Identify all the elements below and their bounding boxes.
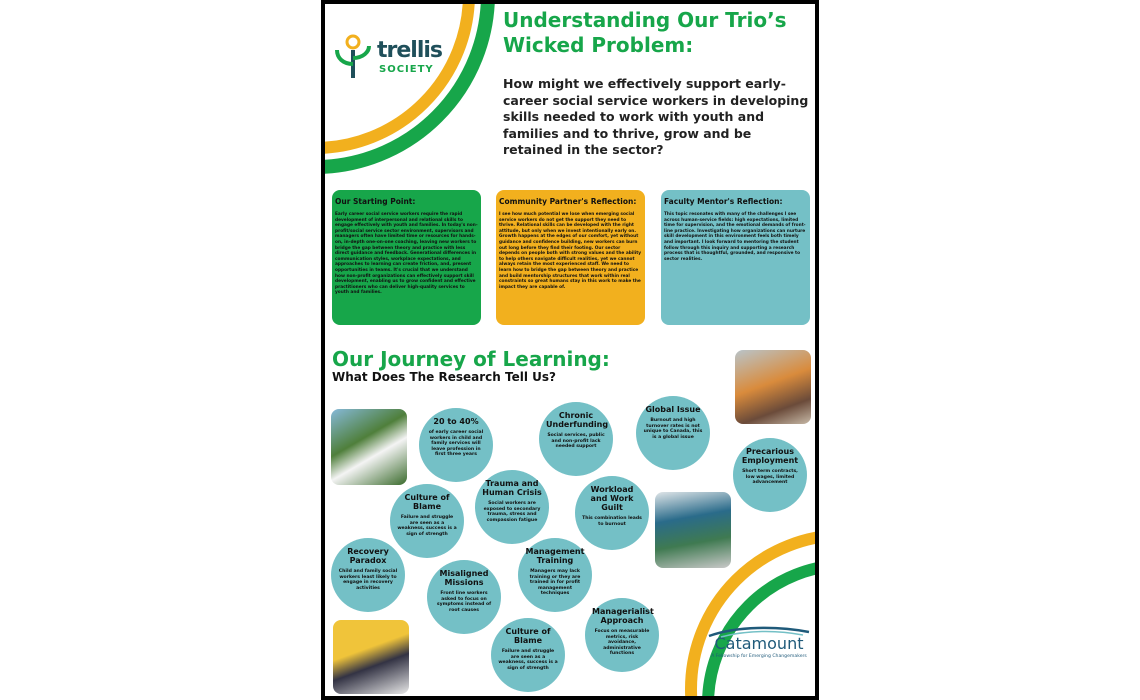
- circle-text: Focus on measurable metrics, risk avoidance, administrative functions: [594, 629, 650, 657]
- circle-title: Managerialist Approach: [592, 607, 654, 625]
- circle-text: This combination leads to burnout: [582, 516, 642, 527]
- circle-title: Chronic Underfunding: [546, 411, 609, 429]
- box-title: Community Partner's Reflection:: [499, 197, 637, 206]
- starting-point-box: [332, 190, 481, 325]
- circle-text: Child and family social workers least likely to engage in recovery activities: [338, 569, 398, 591]
- journey-title: Our Journey of Learning:: [332, 347, 610, 371]
- title-line-1: Understanding Our Trio’s: [503, 8, 787, 32]
- circle-text: Front line workers asked to focus on symptoms instead of root causes: [436, 591, 492, 613]
- research-circle: [539, 402, 613, 476]
- photo-trellis-staff: [655, 492, 731, 568]
- logo-subtitle: SOCIETY: [379, 64, 434, 75]
- title-line-2: Wicked Problem:: [503, 33, 694, 57]
- circle-text: Social workers are exposed to secondary trauma, stress and compassion fatigue: [483, 501, 541, 523]
- catamount-tagline: A Fellowship for Emerging Changemakers: [711, 654, 807, 659]
- trellis-society-logo: [333, 34, 441, 84]
- research-circle: [575, 476, 649, 550]
- circle-title: Recovery Paradox: [347, 547, 389, 565]
- circle-title: 20 to 40%: [433, 417, 479, 426]
- poster: [321, 0, 819, 700]
- research-circle: [390, 484, 464, 558]
- photo-group-table: [333, 620, 409, 694]
- circle-text: Burnout and high turnover rates is not unique to Canada, this is a global issue: [643, 418, 703, 440]
- circle-text: Failure and struggle are seen as a weakness, success is a sign of strength: [498, 649, 558, 671]
- logo-wordmark: trellis: [377, 38, 443, 63]
- research-circle: [636, 396, 710, 470]
- research-circle: [427, 560, 501, 634]
- research-circle: [733, 438, 807, 512]
- page-title: [503, 8, 813, 58]
- circle-text: Failure and struggle are seen as a weakness, success is a sign of strength: [397, 515, 457, 537]
- circle-title: Precarious Employment: [741, 447, 799, 465]
- box-text: I see how much potential we lose when emerging social service workers do not get the support they need to thrive. Relational skills can be developed with the right attitude, but only when we invest intentionally early on. Growth happens at the edges of our comfort, yet without guidance and confidence building, new workers can burn out long before they find their footing. Our sector depends on people both with strong values and the ability to help others navigate difficult realities, yet we cannot always retain the most experienced staff. We need to learn how to bridge the gap between theory and practice and build mentorship structures that work within real constraints so great humans stay in this work to make the impact they are capable of.: [499, 212, 642, 290]
- box-title: Faculty Mentor's Reflection:: [664, 197, 783, 206]
- research-circle: [518, 538, 592, 612]
- community-partner-box: [496, 190, 645, 325]
- catamount-name: Catamount: [714, 634, 804, 653]
- box-text: This topic resonates with many of the challenges I see across human-service fields: high expectations, limited time for supervision, and the emotional demands of front-line practice. Investigating how organizations can nurture skill development in this environment feels both timely and important. I look forward to mentoring the student follow through this inquiry and supporting a research process that is thoughtful, grounded, and responsive to sector realities.: [664, 212, 806, 262]
- circle-title: Culture of Blame: [505, 627, 551, 645]
- circle-text: Managers may lack training or they are trained in for profit management techniques: [529, 569, 581, 597]
- box-text: Early career social service workers require the rapid development of interpersonal and relational skills to engage effectively with youth and families. In today's non-profit/social service sector environment, supervisors and managers often have limited time or resources for hands-on, in-depth one-on-one coaching, leaving new workers to bridge the gap between theory and practice with less direct guidance and feedback. Generational differences in communication styles, workplace expectations, and approaches to learning can create friction, and, present opportunities in teams. It's crucial that we understand how non-profit organizations can effectively support skill development, enabling us to grow confident and effective practitioners who can deliver high-quality services to youth and families.: [335, 212, 478, 296]
- trellis-logo-mark-icon: [333, 34, 373, 80]
- journey-subtitle: What Does The Research Tell Us?: [332, 370, 556, 384]
- circle-text: Short term contracts, low wages, limited advancement: [742, 469, 798, 486]
- faculty-mentor-box: [661, 190, 810, 325]
- photo-presenter: [735, 350, 811, 424]
- guiding-question: How might we effectively support early-career social service workers in developing skills needed to work with youth and families and to thrive, grow and be retained in the sector?: [503, 76, 809, 157]
- circle-text: Social services, public and non-profit lack needed support: [547, 433, 605, 450]
- circle-title: Trauma and Human Crisis: [482, 479, 542, 497]
- circle-title: Global Issue: [645, 405, 701, 414]
- photo-grow-event: [331, 409, 407, 485]
- catamount-logo: [703, 626, 815, 670]
- circle-title: Workload and Work Guilt: [590, 485, 634, 512]
- research-circle: [475, 470, 549, 544]
- circle-title: Management Training: [525, 547, 585, 565]
- catamount-swoosh-icon: [707, 626, 811, 638]
- circle-text: of early career social workers in child and family services will leave profession in first three years: [428, 430, 484, 458]
- circle-title: Misaligned Missions: [439, 569, 489, 587]
- research-circle: [491, 618, 565, 692]
- box-title: Our Starting Point:: [335, 197, 416, 206]
- circle-title: Culture of Blame: [404, 493, 450, 511]
- research-circle: [585, 598, 659, 672]
- research-circle: [331, 538, 405, 612]
- research-circle: [419, 408, 493, 482]
